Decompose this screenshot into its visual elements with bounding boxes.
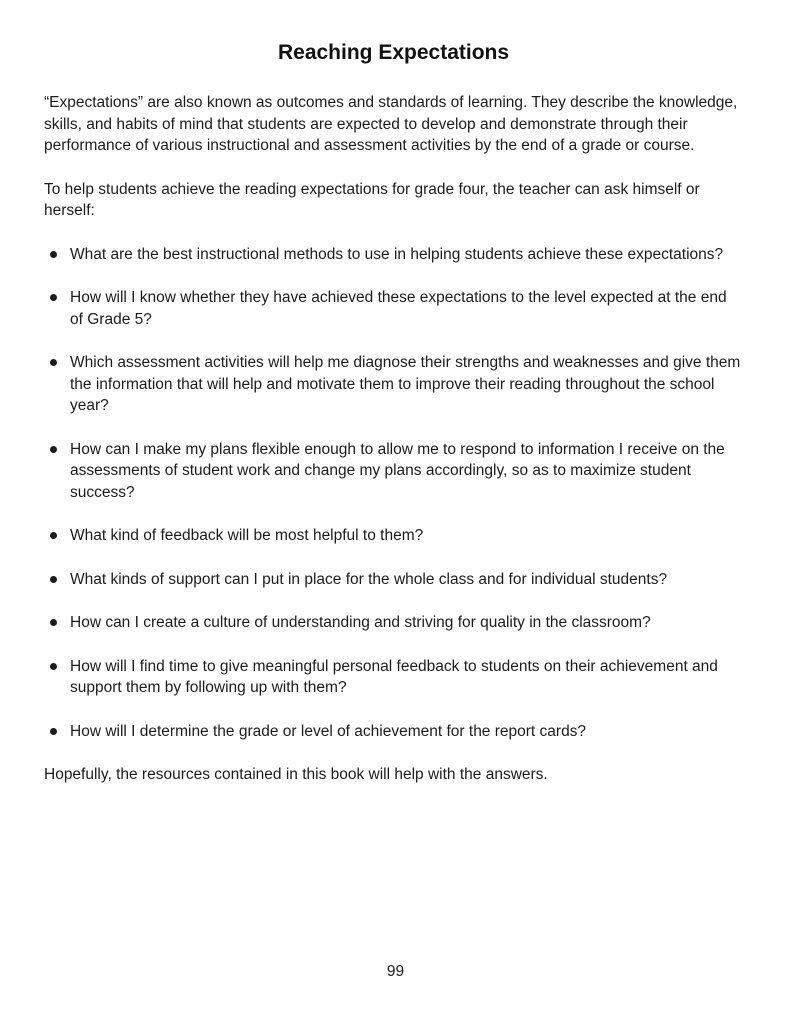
list-item-text: What kinds of support can I put in place for the whole class and for individual students? (70, 570, 668, 588)
list-item-text: How will I determine the grade or level of achievement for the report cards? (70, 722, 587, 740)
question-list (44, 244, 743, 743)
list-item-text: What are the best instructional methods to use in helping students achieve these expectations? (70, 245, 724, 263)
bullet-icon (50, 619, 57, 626)
list-item (44, 439, 743, 504)
list-item (44, 287, 743, 330)
list-item-text: How will I know whether they have achieved these expectations to the level expected at the end of Grade 5? (70, 289, 727, 328)
intro-paragraph: “Expectations” are also known as outcomes and standards of learning. They describe the knowledge, skills, and habits of mind that students are expected to develop and demonstrate through their performance of various instructional and assessment activities by the end of a grade or course. (44, 94, 738, 154)
page-number: 99 (386, 962, 405, 980)
bullet-icon (50, 446, 57, 453)
list-item (44, 656, 743, 699)
list-item (44, 612, 743, 634)
bullet-icon (50, 294, 57, 301)
bullet-icon (50, 359, 57, 366)
list-item-text: How will I find time to give meaningful personal feedback to students on their achievement and support them by following up with them? (70, 657, 718, 696)
list-item-text: Which assessment activities will help me diagnose their strengths and weaknesses and give them the information that will help and motivate them to improve their reading throughout the school year? (70, 354, 741, 414)
bullet-icon (50, 728, 57, 735)
bullet-icon (50, 251, 57, 258)
page-title: Reaching Expectations (277, 41, 510, 64)
list-item (44, 525, 743, 547)
bullet-icon (50, 576, 57, 583)
list-item (44, 244, 743, 266)
list-item-text: How can I make my plans flexible enough to allow me to respond to information I receive on the assessments of student work and change my plans accordingly, so as to maximize student success? (70, 440, 725, 501)
closing-paragraph: Hopefully, the resources contained in this book will help with the answers. (44, 766, 548, 783)
lead-in-paragraph: To help students achieve the reading expectations for grade four, the teacher can ask himself or herself: (44, 180, 700, 219)
bullet-icon (50, 663, 57, 670)
list-item (44, 352, 743, 417)
list-item (44, 721, 743, 743)
bullet-icon (50, 532, 57, 539)
list-item (44, 569, 743, 591)
list-item-text: How can I create a culture of understanding and striving for quality in the classroom? (70, 614, 651, 631)
list-item-text: What kind of feedback will be most helpful to them? (70, 527, 424, 544)
